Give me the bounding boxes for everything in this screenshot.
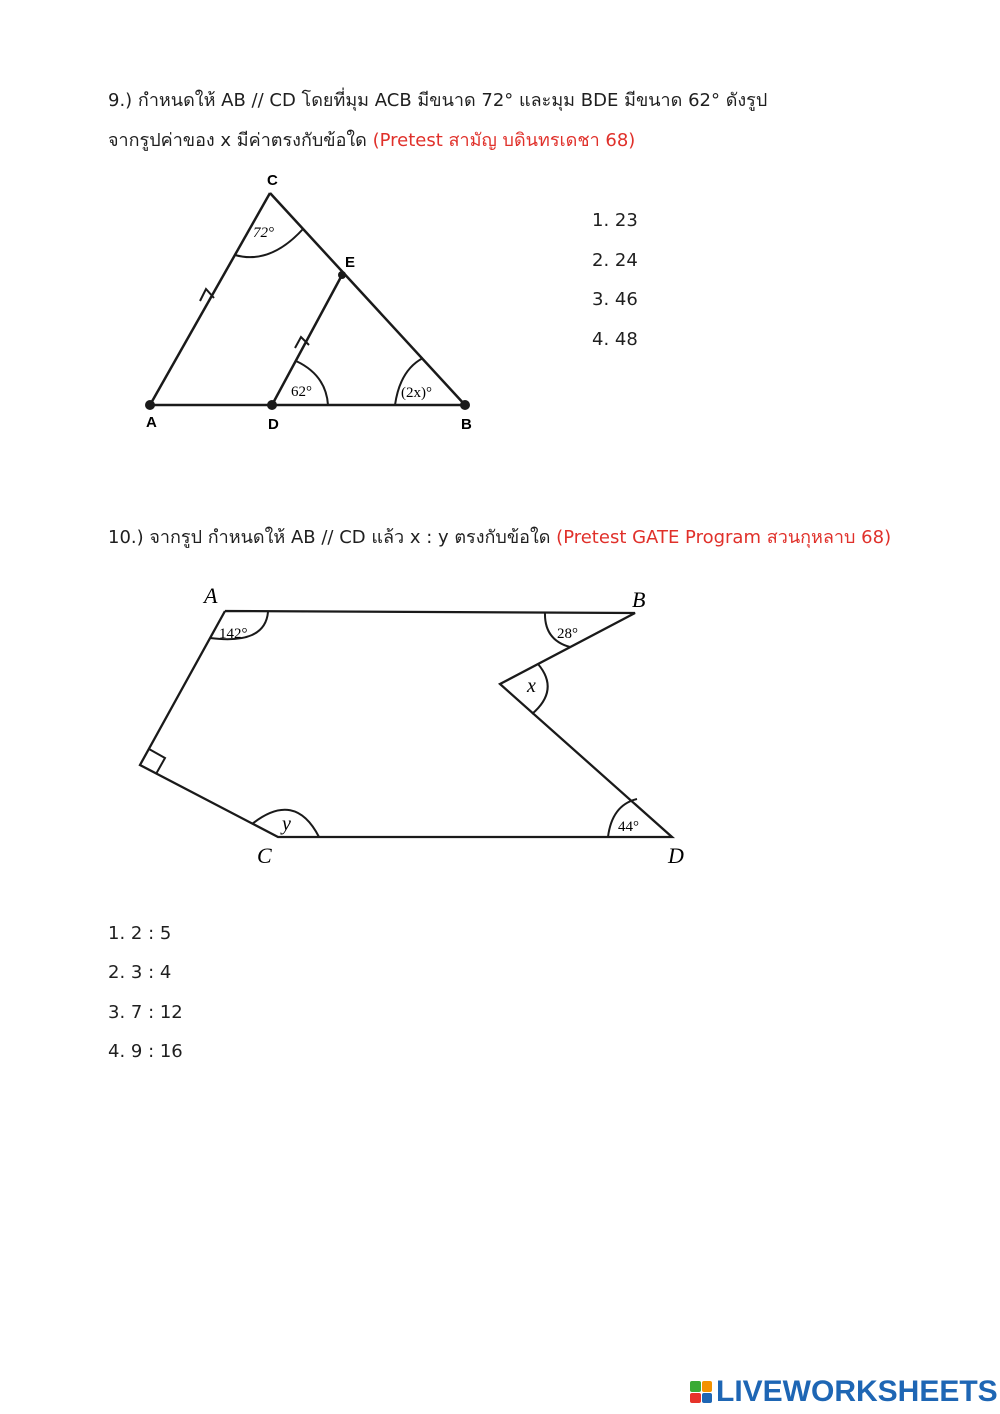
parallel-arrow-ac [200, 289, 214, 301]
angle-label-b: 28° [557, 626, 578, 642]
liveworksheets-logo-text: LIVEWORKSHEETS [716, 1375, 998, 1408]
liveworksheets-logo-icon [690, 1381, 712, 1403]
segment-cb [270, 193, 465, 405]
label-b: B [632, 587, 646, 612]
segment-ac [150, 193, 270, 405]
liveworksheets-logo [690, 1372, 998, 1412]
q10-option-4[interactable]: 4. 9 : 16 [108, 1041, 183, 1062]
q10-option-1[interactable]: 1. 2 : 5 [108, 923, 172, 944]
label-d: D [668, 843, 684, 868]
label-c: C [267, 172, 278, 189]
q9-text-line-2 [108, 128, 635, 154]
angle-label-b: (2x)° [401, 385, 432, 401]
q9-triangle-figure [130, 165, 490, 440]
label-d: D [268, 416, 279, 433]
angle-label-y: y [282, 813, 291, 835]
q10-option-3[interactable]: 3. 7 : 12 [108, 1002, 183, 1023]
angle-label-c: 72° [253, 225, 274, 241]
angle-label-d: 62° [291, 384, 312, 400]
label-a: A [146, 414, 157, 431]
point-b [460, 400, 470, 410]
point-a [145, 400, 155, 410]
q10-question: 10.) จากรูป กำหนดให้ AB // CD แล้ว x : y ตรงกับข้อใด [108, 527, 551, 548]
angle-label-x: x [527, 675, 536, 697]
angle-label-a: 142° [219, 626, 248, 642]
q9-option-1[interactable]: 1. 23 [592, 210, 638, 231]
q10-polygon-figure [120, 575, 730, 875]
label-a: A [204, 583, 218, 608]
label-e: E [345, 254, 356, 271]
point-e [338, 271, 346, 279]
label-b: B [461, 416, 472, 433]
q9-option-4[interactable]: 4. 48 [592, 329, 638, 350]
polygon-outline [140, 611, 672, 837]
point-d [267, 400, 277, 410]
q9-option-2[interactable]: 2. 24 [592, 250, 638, 271]
q10-text-line-1 [108, 525, 891, 551]
q10-source: (Pretest GATE Program สวนกุหลาบ 68) [556, 527, 892, 548]
angle-label-d: 44° [618, 819, 639, 835]
q9-source: (Pretest สามัญ บดินทรเดชา 68) [372, 130, 636, 151]
label-c: C [257, 843, 272, 868]
q9-option-3[interactable]: 3. 46 [592, 289, 638, 310]
q10-option-2[interactable]: 2. 3 : 4 [108, 962, 172, 983]
q9-text-line-1: 9.) กำหนดให้ AB // CD โดยที่มุม ACB มีขนาด 72° และมุม BDE มีขนาด 62° ดังรูป [108, 90, 768, 111]
q9-question: จากรูปค่าของ x มีค่าตรงกับข้อใด [108, 130, 367, 151]
